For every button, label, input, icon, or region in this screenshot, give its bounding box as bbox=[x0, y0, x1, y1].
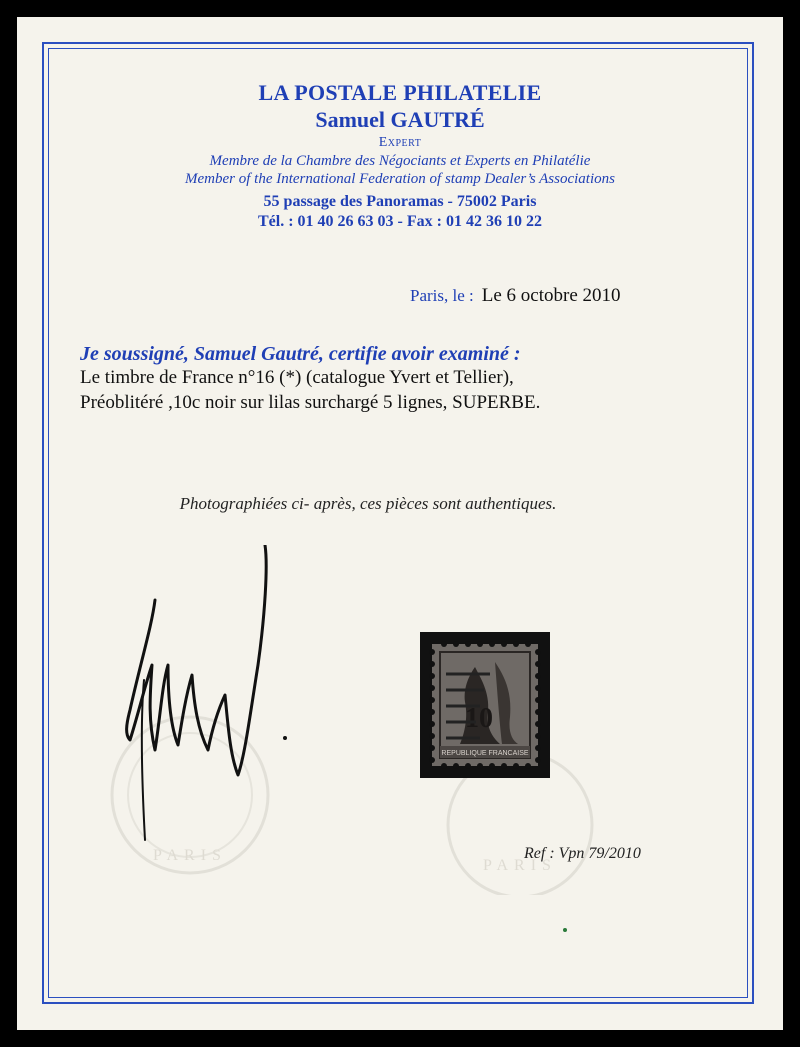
membership-english: Member of the International Federation of stamp Dealer’s Associations bbox=[185, 171, 615, 187]
date-value: Le 6 octobre 2010 bbox=[481, 285, 621, 306]
emboss-text-right: PARIS bbox=[483, 857, 557, 874]
certification-statement: Je soussigné, Samuel Gautré, certifie avoir examiné : bbox=[80, 343, 521, 365]
ink-mark bbox=[563, 928, 567, 932]
stamp-description-line-2: Préoblitéré ,10c noir sur lilas surchargé 5 lignes, SUPERBE. bbox=[80, 392, 541, 413]
company-name: LA POSTALE PHILATELIE bbox=[258, 80, 542, 105]
date-prefix: Paris, le : bbox=[410, 286, 474, 305]
expert-signature bbox=[100, 545, 300, 845]
authenticity-note: Photographiées ci- après, ces pièces sont authentiques. bbox=[179, 494, 557, 513]
expert-title: Expert bbox=[378, 135, 422, 150]
emboss-text-left: PARIS bbox=[153, 847, 227, 864]
stamp-photo bbox=[420, 632, 550, 778]
reference-number: Ref : Vpn 79/2010 bbox=[524, 845, 641, 862]
stamp-image bbox=[420, 632, 550, 778]
phone-fax: Tél. : 01 40 26 63 03 - Fax : 01 42 36 10 22 bbox=[258, 213, 542, 230]
stamp-denomination: 10 bbox=[465, 703, 493, 734]
expert-name: Samuel GAUTRÉ bbox=[315, 107, 485, 132]
membership-french: Membre de la Chambre des Négociants et Experts en Philatélie bbox=[209, 153, 591, 169]
address: 55 passage des Panoramas - 75002 Paris bbox=[263, 193, 537, 210]
stamp-country: REPUBLIQUE FRANCAISE bbox=[441, 750, 529, 757]
stamp-description-line-1: Le timbre de France n°16 (*) (catalogue Yvert et Tellier), bbox=[80, 367, 514, 388]
date-line bbox=[410, 285, 621, 307]
